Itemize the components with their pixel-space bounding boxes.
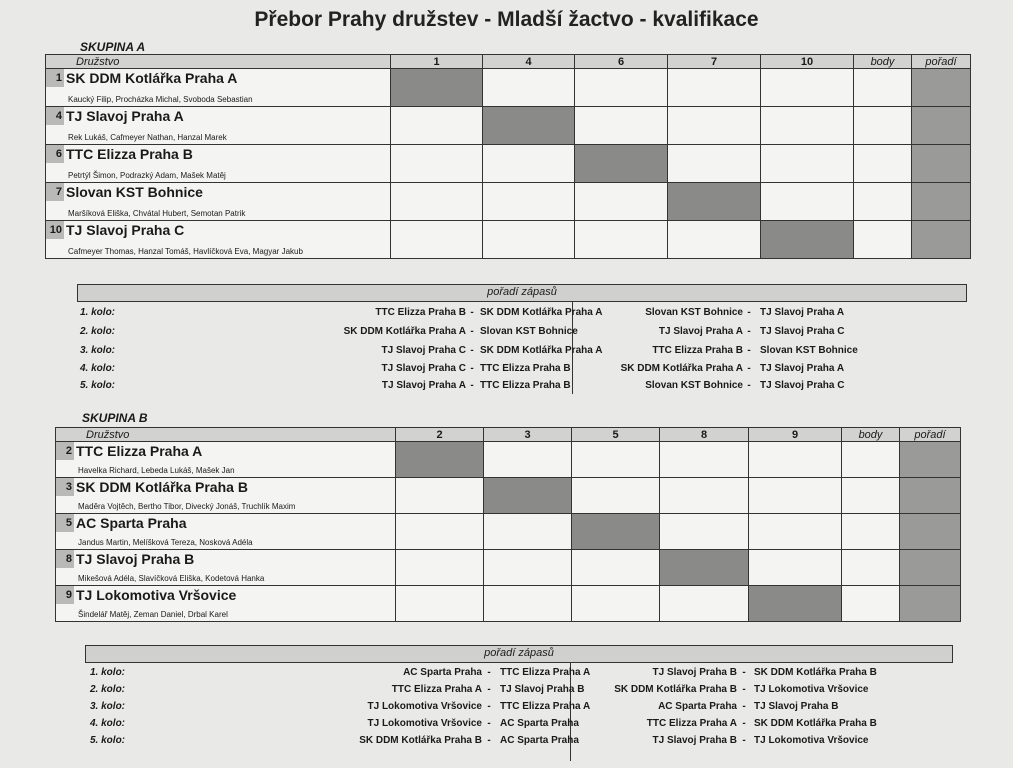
match-home: AC Sparta Praha [658, 701, 737, 712]
result-cell [391, 221, 483, 259]
self-match-cell [749, 586, 842, 622]
match-home: SK DDM Kotlářka Praha A [343, 326, 466, 337]
column-header: 6 [575, 55, 668, 69]
column-header: 1 [391, 55, 483, 69]
match-home: AC Sparta Praha [403, 667, 482, 678]
schedule-round [90, 701, 990, 718]
result-cell [391, 145, 483, 183]
result-cell [660, 478, 749, 514]
team-name: SK DDM Kotlářka Praha B [76, 479, 248, 495]
match-home: TJ Lokomotiva Vršovice [367, 701, 482, 712]
match-separator: - [742, 735, 746, 746]
rank-cell [900, 586, 961, 622]
table-row [46, 183, 971, 221]
team-cell [56, 514, 396, 550]
team-players: Maršíková Eliška, Chvátal Hubert, Semotan Patrik [68, 209, 246, 218]
result-cell [761, 107, 854, 145]
match-home: Slovan KST Bohnice [645, 380, 743, 391]
match-away: TJ Slavoj Praha C [760, 380, 845, 391]
team-players: Maděra Vojtěch, Bertho Tibor, Divecký Jonáš, Truchlík Maxim [78, 502, 296, 511]
schedule-round [90, 718, 990, 735]
schedule-round [80, 326, 980, 343]
team-number: 9 [56, 586, 74, 604]
points-cell [854, 221, 912, 259]
match-home: TJ Slavoj Praha B [652, 735, 737, 746]
team-cell [46, 107, 391, 145]
column-header: 10 [761, 55, 854, 69]
points-cell [842, 478, 900, 514]
team-players: Jandus Martin, Melíšková Tereza, Nosková Adéla [78, 538, 253, 547]
rank-column-header: pořadí [912, 55, 971, 69]
result-cell [572, 442, 660, 478]
match-home: TJ Slavoj Praha B [652, 667, 737, 678]
points-cell [842, 550, 900, 586]
match-away: TJ Slavoj Praha B [754, 701, 839, 712]
table-header-row [56, 428, 961, 442]
points-cell [842, 442, 900, 478]
self-match-cell [668, 183, 761, 221]
schedule-round [90, 684, 990, 701]
result-cell [396, 478, 484, 514]
match-separator: - [470, 363, 474, 374]
match-separator: - [487, 667, 491, 678]
column-header: 3 [484, 428, 572, 442]
schedule-a-header: pořadí zápasů [77, 284, 967, 302]
match-home: TJ Slavoj Praha A [658, 326, 743, 337]
team-name: TJ Slavoj Praha C [66, 222, 185, 238]
team-name: TJ Lokomotiva Vršovice [76, 587, 237, 603]
match-away: AC Sparta Praha [500, 718, 579, 729]
result-cell [575, 221, 668, 259]
table-row [56, 478, 961, 514]
rank-cell [900, 442, 961, 478]
match-separator: - [742, 667, 746, 678]
round-label: 3. kolo: [90, 701, 126, 712]
result-cell [575, 107, 668, 145]
result-cell [484, 550, 572, 586]
self-match-cell [660, 550, 749, 586]
team-players: Cafmeyer Thomas, Hanzal Tomáš, Havlíčková Eva, Magyar Jakub [68, 247, 303, 256]
table-row [46, 221, 971, 259]
team-players: Šindelář Matěj, Zeman Daniel, Drbal Karel [78, 610, 228, 619]
team-number: 3 [56, 478, 74, 496]
match-separator: - [747, 363, 751, 374]
self-match-cell [761, 221, 854, 259]
team-players: Petrtýl Šimon, Podrazký Adam, Mašek Matěj [68, 171, 226, 180]
result-cell [668, 69, 761, 107]
match-away: TJ Slavoj Praha A [760, 363, 845, 374]
team-number: 8 [56, 550, 74, 568]
match-home: SK DDM Kotlářka Praha A [620, 363, 743, 374]
schedule-round [90, 735, 990, 752]
table-row [56, 550, 961, 586]
points-cell [842, 514, 900, 550]
column-header: 9 [749, 428, 842, 442]
team-cell [56, 550, 396, 586]
result-cell [396, 514, 484, 550]
team-number: 7 [46, 183, 64, 201]
match-away: SK DDM Kotlářka Praha B [754, 718, 877, 729]
schedule-round [80, 307, 980, 324]
rank-cell [900, 550, 961, 586]
match-home: TTC Elizza Praha B [375, 307, 466, 318]
team-players: Havelka Richard, Lebeda Lukáš, Mašek Jan [78, 466, 235, 475]
round-label: 1. kolo: [90, 667, 126, 678]
points-cell [854, 183, 912, 221]
rank-cell [900, 514, 961, 550]
self-match-cell [575, 145, 668, 183]
team-cell [56, 586, 396, 622]
table-row [56, 586, 961, 622]
round-label: 2. kolo: [90, 684, 126, 695]
match-away: TJ Lokomotiva Vršovice [754, 735, 869, 746]
match-separator: - [487, 684, 491, 695]
team-number: 10 [46, 221, 64, 239]
team-name: SK DDM Kotlářka Praha A [66, 70, 238, 86]
result-cell [761, 69, 854, 107]
match-home: TTC Elizza Praha B [652, 345, 743, 356]
team-cell [56, 442, 396, 478]
result-cell [575, 183, 668, 221]
round-label: 4. kolo: [80, 363, 116, 374]
column-header: 8 [660, 428, 749, 442]
rank-cell [912, 183, 971, 221]
column-header: 5 [572, 428, 660, 442]
match-separator: - [470, 380, 474, 391]
result-cell [484, 514, 572, 550]
schedule-a [80, 307, 980, 397]
result-cell [668, 221, 761, 259]
match-separator: - [470, 307, 474, 318]
match-away: TJ Slavoj Praha C [760, 326, 845, 337]
match-separator: - [742, 701, 746, 712]
match-separator: - [747, 307, 751, 318]
result-cell [483, 145, 575, 183]
round-label: 3. kolo: [80, 345, 116, 356]
team-players: Kaucký Filip, Procházka Michal, Svoboda Sebastian [68, 95, 253, 104]
result-cell [761, 183, 854, 221]
result-cell [749, 478, 842, 514]
match-home: SK DDM Kotlářka Praha B [614, 684, 737, 695]
result-cell [391, 107, 483, 145]
column-header: 2 [396, 428, 484, 442]
self-match-cell [483, 107, 575, 145]
team-players: Mikešová Adéla, Slavíčková Eliška, Kodetová Hanka [78, 574, 265, 583]
rank-cell [912, 69, 971, 107]
table-row [46, 107, 971, 145]
schedule-b [90, 667, 990, 762]
match-away: SK DDM Kotlářka Praha A [480, 345, 603, 356]
schedule-round [80, 380, 980, 397]
table-row [46, 145, 971, 183]
match-away: TJ Lokomotiva Vršovice [754, 684, 869, 695]
result-cell [572, 478, 660, 514]
team-name: Slovan KST Bohnice [66, 184, 203, 200]
team-name: TTC Elizza Praha A [76, 443, 203, 459]
schedule-b-header: pořadí zápasů [85, 645, 953, 663]
match-away: TJ Slavoj Praha B [500, 684, 585, 695]
self-match-cell [484, 478, 572, 514]
points-cell [854, 107, 912, 145]
match-away: AC Sparta Praha [500, 735, 579, 746]
match-away: SK DDM Kotlářka Praha A [480, 307, 603, 318]
match-away: SK DDM Kotlářka Praha B [754, 667, 877, 678]
match-home: TJ Lokomotiva Vršovice [367, 718, 482, 729]
result-cell [749, 550, 842, 586]
match-home: TTC Elizza Praha A [391, 684, 482, 695]
result-cell [668, 107, 761, 145]
match-home: SK DDM Kotlářka Praha B [359, 735, 482, 746]
result-cell [668, 145, 761, 183]
result-cell [484, 442, 572, 478]
team-number: 1 [46, 69, 64, 87]
result-cell [572, 586, 660, 622]
self-match-cell [572, 514, 660, 550]
match-home: TJ Slavoj Praha A [381, 380, 466, 391]
result-cell [483, 69, 575, 107]
self-match-cell [396, 442, 484, 478]
team-cell [46, 221, 391, 259]
table-row [56, 442, 961, 478]
team-cell [46, 69, 391, 107]
schedule-round [80, 345, 980, 362]
match-away: TTC Elizza Praha B [480, 380, 571, 391]
match-away: TTC Elizza Praha B [480, 363, 571, 374]
match-away: TTC Elizza Praha A [500, 667, 591, 678]
team-number: 4 [46, 107, 64, 125]
rank-column-header: pořadí [900, 428, 961, 442]
team-column-header: Družstvo [56, 428, 396, 442]
rank-cell [900, 478, 961, 514]
team-name: AC Sparta Praha [76, 515, 187, 531]
points-column-header: body [842, 428, 900, 442]
result-cell [660, 586, 749, 622]
team-name: TTC Elizza Praha B [66, 146, 193, 162]
result-cell [575, 69, 668, 107]
rank-cell [912, 221, 971, 259]
match-away: TJ Slavoj Praha A [760, 307, 845, 318]
result-cell [660, 514, 749, 550]
team-players: Rek Lukáš, Cafmeyer Nathan, Hanzal Marek [68, 133, 227, 142]
team-name: TJ Slavoj Praha A [66, 108, 184, 124]
rank-cell [912, 145, 971, 183]
round-label: 5. kolo: [90, 735, 126, 746]
schedule-round [80, 363, 980, 380]
round-label: 1. kolo: [80, 307, 116, 318]
team-number: 5 [56, 514, 74, 532]
result-cell [391, 183, 483, 221]
team-number: 6 [46, 145, 64, 163]
result-cell [660, 442, 749, 478]
round-label: 4. kolo: [90, 718, 126, 729]
column-header: 4 [483, 55, 575, 69]
match-separator: - [470, 326, 474, 337]
self-match-cell [391, 69, 483, 107]
points-cell [854, 145, 912, 183]
points-cell [854, 69, 912, 107]
match-away: Slovan KST Bohnice [760, 345, 858, 356]
result-cell [749, 442, 842, 478]
match-home: TJ Slavoj Praha C [381, 345, 466, 356]
match-separator: - [742, 684, 746, 695]
match-separator: - [747, 380, 751, 391]
result-cell [761, 145, 854, 183]
points-cell [842, 586, 900, 622]
team-cell [56, 478, 396, 514]
result-cell [396, 586, 484, 622]
rank-cell [912, 107, 971, 145]
match-separator: - [487, 718, 491, 729]
result-cell [484, 586, 572, 622]
round-label: 5. kolo: [80, 380, 116, 391]
result-cell [396, 550, 484, 586]
match-separator: - [747, 326, 751, 337]
group-b-table [55, 427, 961, 622]
result-cell [572, 550, 660, 586]
team-name: TJ Slavoj Praha B [76, 551, 195, 567]
schedule-round [90, 667, 990, 684]
result-cell [749, 514, 842, 550]
match-home: TJ Slavoj Praha C [381, 363, 466, 374]
match-separator: - [742, 718, 746, 729]
team-cell [46, 145, 391, 183]
table-row [56, 514, 961, 550]
round-label: 2. kolo: [80, 326, 116, 337]
match-separator: - [487, 701, 491, 712]
column-header: 7 [668, 55, 761, 69]
team-cell [46, 183, 391, 221]
result-cell [483, 183, 575, 221]
points-column-header: body [854, 55, 912, 69]
team-column-header: Družstvo [46, 55, 391, 69]
match-separator: - [487, 735, 491, 746]
match-separator: - [747, 345, 751, 356]
match-away: Slovan KST Bohnice [480, 326, 578, 337]
group-a-label: SKUPINA A [80, 40, 146, 54]
table-row [46, 69, 971, 107]
page-title: Přebor Prahy družstev - Mladší žactvo - kvalifikace [254, 8, 759, 31]
team-number: 2 [56, 442, 74, 460]
match-away: TTC Elizza Praha A [500, 701, 591, 712]
match-home: Slovan KST Bohnice [645, 307, 743, 318]
result-cell [483, 221, 575, 259]
table-header-row [46, 55, 971, 69]
group-a-table [45, 54, 971, 259]
match-separator: - [470, 345, 474, 356]
group-b-label: SKUPINA B [82, 411, 148, 425]
match-home: TTC Elizza Praha A [646, 718, 737, 729]
